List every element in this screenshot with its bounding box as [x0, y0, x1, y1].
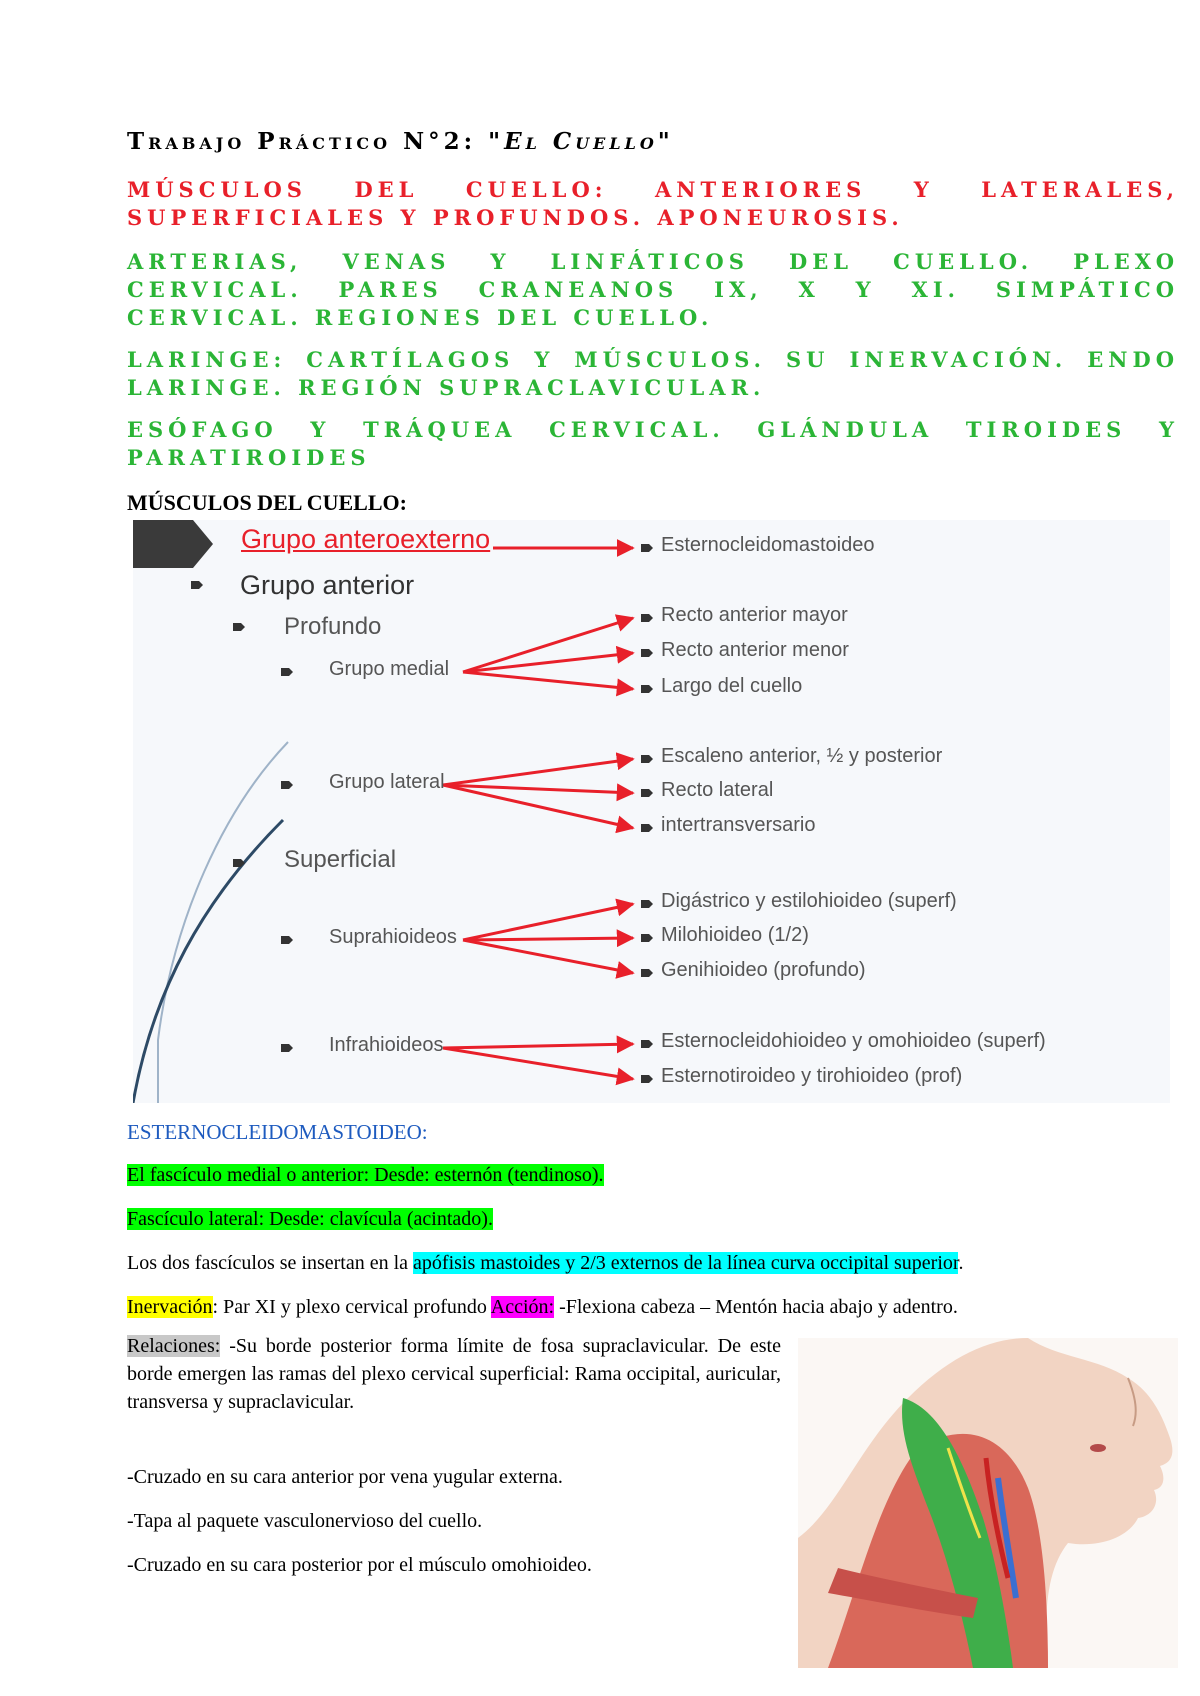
bullet-item-1 — [641, 544, 653, 552]
supra-item-1: Digástrico y estilohioideo (superf) — [661, 890, 957, 912]
bullet-item-7 — [641, 824, 653, 832]
infra-item-2: Esternotiroideo y tirohioideo (prof) — [661, 1065, 963, 1087]
grupo-medial-label: Grupo medial — [329, 658, 450, 680]
paragraph-fasciculo-medial — [127, 1164, 604, 1187]
relaciones-text: -Su borde posterior forma límite de fosa supraclavicular. De este borde emergen las ramas del plexo cervical superficial: Rama occipital, auricular, transversa y supraclavicular. — [127, 1335, 781, 1413]
inervacion-text: : Par XI y plexo cervical profundo — [212, 1296, 491, 1318]
musculos-subheading: MÚSCULOS DEL CUELLO: — [127, 490, 407, 515]
infrahioideos-label: Infrahioideos — [329, 1034, 444, 1056]
bullet-profundo — [233, 623, 245, 631]
document-title — [127, 128, 674, 155]
paragraph-fasciculo-lateral — [127, 1208, 493, 1231]
muscle-diagram — [133, 520, 1170, 1103]
insercion-end: . — [958, 1252, 964, 1274]
arrow-supra-2 — [463, 938, 633, 940]
paragraph-relaciones — [127, 1332, 781, 1416]
header-band-shape — [133, 520, 213, 568]
bullet-item-11 — [641, 1040, 653, 1048]
lateral-item-1: Escaleno anterior, ½ y posterior — [661, 745, 943, 767]
relacion-item-2: -Tapa al paquete vasculonervioso del cuello. — [127, 1510, 483, 1532]
grupo-anteroexterno-label: Grupo anteroexterno — [241, 524, 491, 554]
title-text: Trabajo Práctico N°2: — [127, 128, 489, 155]
arrow-supra-1 — [463, 904, 633, 940]
diagram-graphics — [133, 520, 1170, 1103]
bullet-grupo-anterior — [191, 581, 203, 589]
heading-esofago: ESÓFAGO Y TRÁQUEA CERVICAL. GLÁNDULA TIROIDES Y PARATIROIDES — [127, 417, 1179, 470]
suprahioideos-label: Suprahioideos — [329, 926, 457, 948]
bullet-item-12 — [641, 1075, 653, 1083]
accion-label: Acción: — [490, 1296, 555, 1318]
grupo-lateral-label: Grupo lateral — [329, 771, 445, 793]
arrow-lateral-1 — [443, 759, 633, 785]
relacion-item-1: -Cruzado en su cara anterior por vena yugular externa. — [127, 1466, 563, 1488]
bullet-infrahioideos — [281, 1044, 293, 1052]
insercion-highlight: apófisis mastoides y 2/3 externos de la línea curva occipital superior — [413, 1252, 959, 1274]
arrow-infra-2 — [443, 1048, 633, 1079]
arrow-medial-3 — [463, 672, 633, 689]
medial-item-2: Recto anterior menor — [661, 639, 849, 661]
insercion-text: Los dos fascículos se insertan en la — [127, 1252, 414, 1274]
bullet-item-4 — [641, 685, 653, 693]
bullet-item-8 — [641, 900, 653, 908]
lateral-item-3: intertransversario — [661, 814, 816, 836]
infra-item-1: Esternocleidohioideo y omohioideo (superf) — [661, 1030, 1046, 1052]
scm-heading: ESTERNOCLEIDOMASTOIDEO: — [127, 1120, 428, 1144]
heading-musculos: MÚSCULOS DEL CUELLO: ANTERIORES Y LATERALES, SUPERFICIALES Y PROFUNDOS. APONEUROSIS. — [127, 177, 1179, 230]
supra-item-2: Milohioideo (1/2) — [661, 924, 809, 946]
bullet-item-6 — [641, 789, 653, 797]
title-quote: "El Cuello" — [488, 128, 674, 155]
heading-laringe: LARINGE: CARTÍLAGOS Y MÚSCULOS. SU INERVACIÓN. ENDO LARINGE. REGIÓN SUPRACLAVICULAR. — [127, 347, 1179, 400]
neck-anatomy-image — [798, 1338, 1178, 1668]
bullet-grupo-lateral — [281, 781, 293, 789]
decor-curve-light — [158, 742, 288, 1103]
bullet-suprahioideos — [281, 936, 293, 944]
arrow-supra-3 — [463, 940, 633, 973]
medial-item-1: Recto anterior mayor — [661, 604, 848, 626]
bullet-item-2 — [641, 614, 653, 622]
bullet-item-10 — [641, 969, 653, 977]
bullet-item-9 — [641, 934, 653, 942]
accion-text: -Flexiona cabeza – Mentón hacia abajo y adentro. — [554, 1296, 958, 1318]
bullet-item-5 — [641, 755, 653, 763]
medial-item-3: Largo del cuello — [661, 675, 803, 697]
profundo-label: Profundo — [284, 613, 382, 640]
bullet-grupo-medial — [281, 668, 293, 676]
esternocleidomastoideo-label: Esternocleidomastoideo — [661, 534, 875, 556]
superficial-label: Superficial — [284, 846, 397, 873]
fasciculo-medial-text: El fascículo medial o anterior: Desde: esternón (tendinoso). — [127, 1164, 604, 1186]
inervacion-label: Inervación — [127, 1296, 213, 1318]
arrow-infra-1 — [443, 1044, 633, 1048]
relaciones-label: Relaciones: — [127, 1335, 221, 1357]
lateral-item-2: Recto lateral — [661, 779, 774, 801]
neck-anatomy-illustration — [798, 1338, 1178, 1668]
fasciculo-lateral-text: Fascículo lateral: Desde: clavícula (acintado). — [127, 1208, 493, 1230]
heading-arterias: ARTERIAS, VENAS Y LINFÁTICOS DEL CUELLO. PLEXO CERVICAL. PARES CRANEANOS IX, X Y XI. SIMPÁTICO CERVICAL. REGIONES DEL CUELLO. — [127, 249, 1179, 330]
paragraph-inervacion — [127, 1296, 958, 1319]
supra-item-3: Genihioideo (profundo) — [661, 959, 866, 981]
relacion-item-3: -Cruzado en su cara posterior por el músculo omohioideo. — [127, 1554, 592, 1576]
grupo-anterior-label: Grupo anterior — [240, 570, 415, 600]
bullet-item-3 — [641, 649, 653, 657]
paragraph-insercion — [127, 1252, 963, 1275]
